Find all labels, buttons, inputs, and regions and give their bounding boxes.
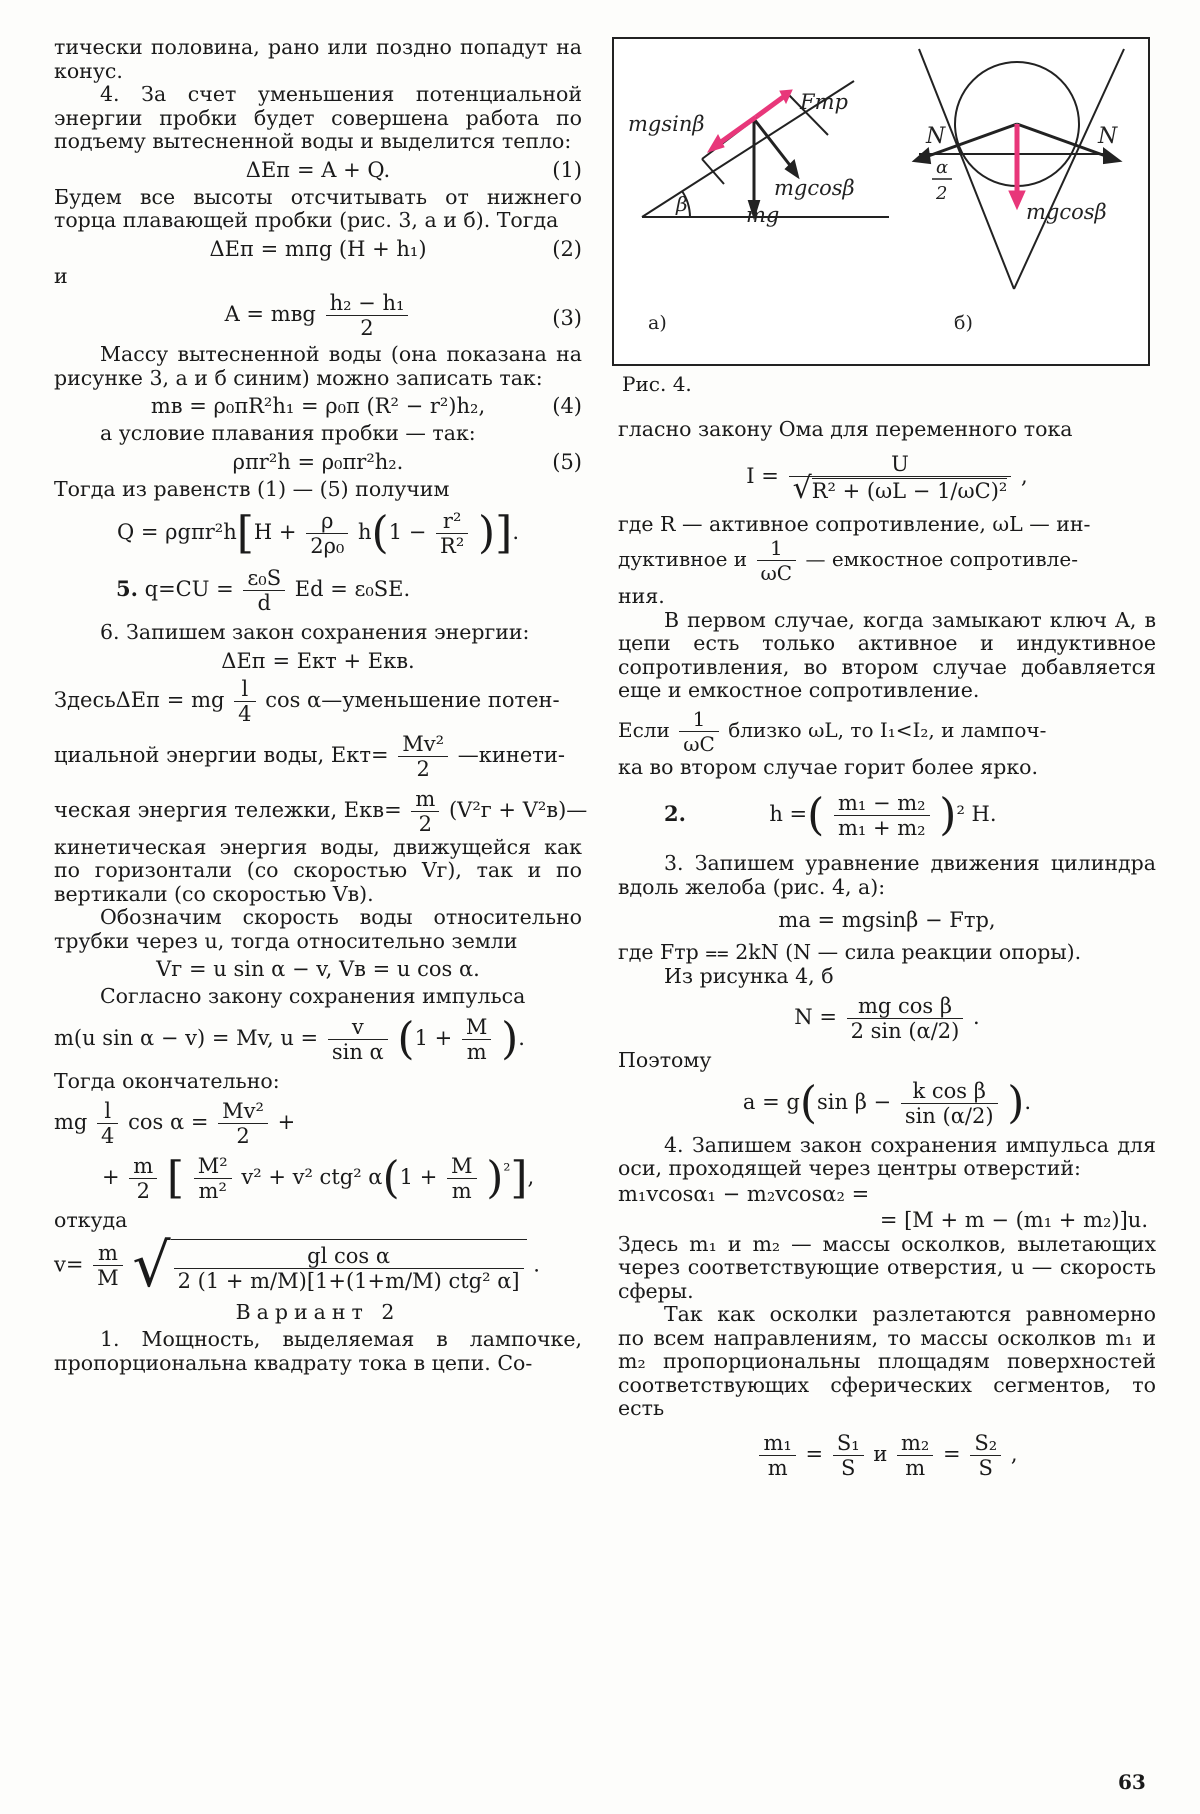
paragraph-where-a: где R — активное сопротивление, ωL — ин- (618, 511, 1091, 536)
paragraph-friction: где Fтр ⩵ 2kN (N — сила реакции опоры). (618, 940, 1082, 964)
line-kinetic: циальной энергии воды, Eкт= $\frac{\text{Mv²}}{2}$ —кинети- (54, 731, 565, 781)
equation-areas: $\frac{\text{m₁}}{m}$ = $\frac{\text{S₁}}{S}$ и $\frac{\text{m₂}}{m}$ = $\frac{\text{S₂}}{S}$ , (618, 1431, 1156, 1480)
equation-Q: Q = ρgπr²h[H + $\frac{\rho}{\text{2ρ₀}}$ h(1 − $\frac{\text{r²}}{\text{R²}}$ )]. (117, 507, 519, 559)
label-mgcos-a: mgcosβ (774, 176, 855, 200)
equation-impulse-1: m₁vcosα₁ − m₂vcosα₂ = (618, 1181, 870, 1206)
equation-velocities: Vг = u sin α − v, Vв = u cos α. (156, 957, 480, 981)
equation-final-1: mg $\frac{l}{4}$ cos α = $\frac{\text{Mv²}}{2}$ + (54, 1099, 296, 1148)
label-alpha: α (936, 157, 949, 178)
label-a: а) (648, 312, 667, 334)
label-N-right: N (1098, 124, 1118, 149)
equation-impulse-2: = [M + m − (m₁ + m₂)]u. (879, 1207, 1148, 1232)
figure-4 (612, 37, 1150, 366)
equation-acceleration: a = g(sin β − $\frac{\text{k cos β}}{\sin (\alpha/2)}$ ). (742, 1077, 1032, 1128)
line-where-b: дуктивное и $\frac{1}{\omega C}$ — емкостное сопротивле- (618, 536, 1078, 585)
equation-1: ΔEп = A + Q. (1) (245, 157, 582, 182)
paragraph-heights: Будем все высоты отсчитывать от нижнего торца плавающей пробки (рис. 3, а и б). Тогда (54, 184, 582, 232)
paragraph-v2-item-1: 1. Мощность, выделяемая в лампочке, пропорциональна квадрату тока в цепи. Со- (54, 1327, 582, 1375)
item-5: 5. q=CU = $\frac{\text{ε₀S}}{d}$ Ed = ε₀SE. (116, 566, 411, 615)
paragraph-from-figure: Из рисунка 4, б (664, 963, 834, 988)
paragraph-therefore: Поэтому (618, 1048, 712, 1072)
equation-motion: ma = mgsinβ − Fтр, (778, 908, 996, 932)
label-mgsin: mgsinβ (628, 112, 705, 136)
label-mgcos-b: mgcosβ (1026, 200, 1107, 224)
equation-item-2: 2. h =( $\frac{\text{m₁ − m₂}}{\text{m₁ + m₂}}$ )² H. (664, 789, 997, 841)
paragraph-if-c: ка во втором случае горит более ярко. (618, 754, 1039, 779)
page-number: 63 (1118, 1770, 1146, 1794)
conjunction-and: и (54, 263, 68, 288)
paragraph-final: Тогда окончательно: (54, 1068, 280, 1093)
paragraph-since: Так как осколки разлетаются равномерно по всем направлениям, то массы осколков m₁ и m₂ пропорциональны площадям поверхностей соответствующих сферических сегментов, то есть (618, 1302, 1156, 1420)
equation-5: ρπr²h = ρ₀πr²h₂. (5) (232, 449, 582, 474)
paragraph-item-4: 4. За счет уменьшения потенциальной энергии пробки будет совершена работа по подъему вытесненной воды и выделится тепло: (54, 82, 582, 153)
label-beta: β (676, 192, 688, 216)
paragraph-top: тически половина, рано или поздно попадут на конус. (54, 35, 582, 83)
paragraph-water: кинетическая энергия воды, движущейся как по горизонтали (со скоростью Vг), так и по вертикали (со скоростью Vв). (54, 834, 582, 906)
equation-final-2: + $\frac{m}{2}$ [ $\frac{\text{M²}}{\text{m²}}$ v² + v² ctg² α(1 + $\frac{M}{m}$ )$^{^2}$], (102, 1152, 535, 1204)
equation-velocity-result: v= $\frac{m}{M}$ √ gl cos α 2 (1 + m/M)[1+(1+m/M) ctg² α] . (54, 1230, 540, 1301)
equation-energy: ΔEп = Eкт + Eкв. (221, 648, 415, 673)
label-alpha-den: 2 (936, 183, 948, 204)
equation-momentum: m(u sin α − v) = Mv, u = $\frac{v}{\text{sin α}}$ (1 + $\frac{M}{m}$ ). (54, 1013, 525, 1064)
paragraph-float: а условие плавания пробки — так: (100, 421, 476, 445)
paragraph-item-6: 6. Запишем закон сохранения энергии: (100, 620, 530, 644)
paragraph-ohm: гласно закону Ома для переменного тока (618, 417, 1073, 441)
equation-3: A = mвg $\frac{\text{h₂ − h₁}}{2}$ (3) (224, 291, 582, 340)
normal-force-arrow (1009, 124, 1025, 209)
left-column (54, 35, 588, 1375)
equation-current: I = $\frac{U}{\text{√R² + (ωL − 1/ωC)²}}$ , (746, 451, 1028, 506)
paragraph-whence: откуда (54, 1208, 128, 1232)
line-if: Если $\frac{1}{\omega C}$ близко ωL, то I₁<I₂, и лампоч- (618, 706, 1047, 756)
line-here: ЗдесьΔEп = mg $\frac{l}{4}$ cos α—уменьшение потен- (54, 676, 560, 726)
equation-2: ΔEп = mпg (H + h₁) (2) (209, 236, 582, 261)
paragraph-masses: Здесь m₁ и m₂ — массы осколков, вылетающих через соответствующие отверстия, u — скорость сферы. (618, 1231, 1156, 1303)
paragraph-where-d: ния. (618, 584, 665, 608)
friction-arrows (708, 90, 792, 152)
label-N-left: N (926, 124, 946, 149)
label-b: б) (954, 312, 973, 334)
paragraph-item-4-right: 4. Запишем закон сохранения импульса для оси, проходящей через центры отверстий: (618, 1132, 1156, 1180)
paragraph-denote: Обозначим скорость воды относительно трубки через u, тогда относительно земли (54, 905, 582, 953)
paragraph-then: Тогда из равенств (1) — (5) получим (54, 476, 450, 501)
variant-heading: Вариант 2 (235, 1299, 401, 1324)
equation-4: mв = ρ₀πR²h₁ = ρ₀π (R² − r²)h₂, (4) (150, 394, 582, 418)
right-column (618, 418, 1156, 1490)
paragraph-mass: Массу вытесненной воды (она показана на рисунке 3, а и б синим) можно записать так: (54, 342, 582, 390)
label-mg: mg (746, 203, 780, 227)
figure-4-drawing (614, 39, 1148, 364)
equation-normal: N = $\frac{\text{mg cos β}}{2 \sin (\alpha/2)}$ . (794, 994, 980, 1043)
line-cart: ческая энергия тележки, Eкв= $\frac{m}{2}$ (V²г + V²в)— (54, 786, 588, 836)
paragraph-momentum: Согласно закону сохранения импульса (100, 984, 526, 1008)
paragraph-item-3: 3. Запишем уравнение движения цилиндра вдоль желоба (рис. 4, а): (618, 851, 1156, 899)
paragraph-first-case: В первом случае, когда замыкают ключ A, в цепи есть только активное и индуктивное сопротивления, во втором случае добавляется еще и емкостное сопротивление. (618, 607, 1156, 702)
label-ftr: Fтр (800, 90, 848, 114)
figure-caption: Рис. 4. (622, 372, 692, 396)
